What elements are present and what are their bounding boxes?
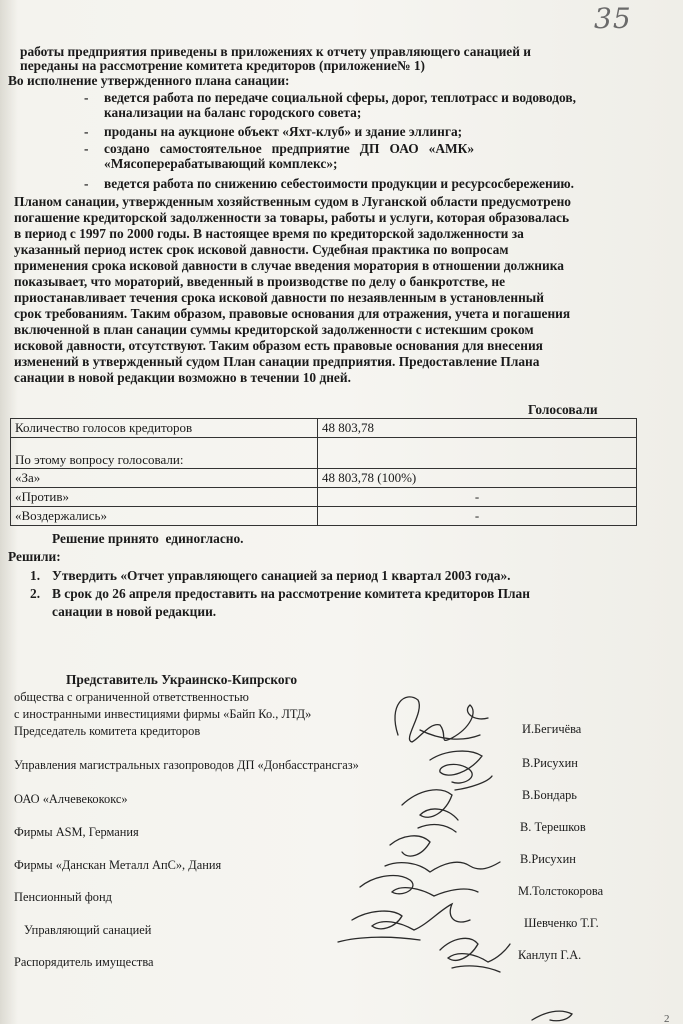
paragraph-line: в период с 1997 по 2000 годы. В настоящее время по кредиторской задолженности за (14, 226, 524, 241)
signature-scribble (385, 836, 500, 872)
table-row (11, 438, 637, 469)
table-row (11, 507, 637, 526)
handwritten-page-number: 35 (594, 2, 632, 35)
table-row (11, 488, 637, 507)
intro-line-2: переданы на рассмотрение комитета кредиторов (приложение№ 1) (20, 58, 426, 73)
signatory-org-line: с иностранными инвестициями фирмы «Байп Ко., ЛТД» (14, 707, 312, 721)
table-cell: 48 803,78 (100%) (318, 469, 637, 488)
table-cell: «За» (11, 469, 318, 488)
signatory-org: ОАО «Алчевекококс» (14, 792, 128, 806)
resolution-2-line-1: В срок до 26 апреля предоставить на рассмотрение комитета кредиторов План (52, 586, 530, 601)
table-cell: «Воздержались» (11, 507, 318, 526)
paragraph-line: включенной в план санации суммы кредиторской задолженности с истекшим сроком (14, 322, 534, 337)
paragraph-line: санации в новой редакции возможно в течении 10 дней. (14, 370, 351, 385)
paragraph-line: исковой давности, отсутствуют. Таким образом есть правовые основания для внесения (14, 338, 543, 353)
signature-scribble (360, 876, 478, 896)
intro-line-1: работы предприятия приведены в приложениях к отчету управляющего санацией и (20, 44, 532, 59)
table-cell: 48 803,78 (318, 419, 637, 438)
signatory-heading: Представитель Украинско-Кипрского (66, 672, 298, 687)
paragraph-line: приостанавливает течения срока исковой давности по незаявленным в установленный (14, 290, 544, 305)
bullet-dash: - (84, 141, 89, 156)
bullet-dash: - (84, 90, 89, 105)
signatory-name: Шевченко Т.Г. (524, 916, 599, 930)
signatory-org: Распорядитель имущества (14, 955, 154, 969)
table-cell: - (318, 507, 637, 526)
signatory-org: Управления магистральных газопроводов ДП «Донбасстрансгаз» (14, 758, 359, 772)
paragraph-line: применения срока исковой давности в случае введения моратория в отношении должника (14, 258, 564, 273)
signatory-org-line: общества с ограниченной ответственностью (14, 690, 249, 704)
footer-mark: 2 (664, 1013, 670, 1024)
signatory-name: В. Терешков (520, 820, 586, 834)
bullet-2-line-1: проданы на аукционе объект «Яхт-клуб» и здание эллинга; (104, 124, 463, 139)
intro-line-3: Во исполнение утвержденного плана санации: (8, 73, 290, 88)
bullet-3-line-2: «Мясоперерабатывающий комплекс»; (104, 156, 338, 171)
table-cell: - (318, 488, 637, 507)
signatory-name: И.Бегичёва (522, 722, 582, 736)
bullet-4-line-1: ведется работа по снижению себестоимости продукции и ресурсосбережению. (104, 176, 574, 191)
paragraph-line: указанный период истек срок исковой давности. Судебная практика по вопросам (14, 242, 509, 257)
signature-scribble (532, 1011, 572, 1021)
resolution-2-line-2: санации в новой редакции. (52, 604, 217, 619)
signatory-name: М.Толстокорова (518, 884, 604, 898)
paragraph-line: погашение кредиторской задолженности за товары, работы и услуги, которая образовалась (14, 210, 570, 225)
table-row (11, 469, 637, 488)
bullet-1-line-2: канализации на баланс городского совета; (104, 105, 362, 120)
signatory-org: Фирмы ASM, Германия (14, 825, 139, 839)
table-cell (318, 438, 637, 469)
table-cell: Количество голосов кредиторов (11, 419, 318, 438)
votes-heading: Голосовали (528, 402, 598, 417)
signatory-role: Председатель комитета кредиторов (14, 724, 201, 738)
paragraph-line: показывает, что мораторий, введенный в производстве по делу о банкротстве, не (14, 274, 506, 289)
decision-text: Решение принято единогласно. (52, 531, 244, 546)
resolution-1-text: Утвердить «Отчет управляющего санацией за период 1 квартал 2003 года». (52, 568, 511, 583)
signature-scribble (338, 904, 470, 942)
bullet-dash: - (84, 176, 89, 191)
signatory-name: В.Бондарь (522, 788, 577, 802)
signature-scribble (402, 790, 458, 832)
resolution-2-number: 2. (30, 586, 41, 601)
signature-scribble (395, 697, 488, 742)
resolution-1-number: 1. (30, 568, 41, 583)
signature-scribble (440, 938, 510, 972)
paragraph-line: изменений в утвержденный судом План санации предприятия. Предоставление Плана (14, 354, 540, 369)
votes-table (10, 418, 637, 526)
bullet-1-line-1: ведется работа по передаче социальной сферы, дорог, теплотрасс и водоводов, (104, 90, 576, 105)
signatory-name: Канлуп Г.А. (518, 948, 582, 962)
signatory-org: Пенсионный фонд (14, 890, 112, 904)
table-cell: По этому вопросу голосовали: (11, 438, 318, 469)
resolved-label: Решили: (8, 549, 61, 564)
signatory-name: В.Рисухин (520, 852, 576, 866)
paragraph-line: срок требованиям. Таким образом, правовые основания для отражения, учета и погашения (14, 306, 571, 321)
signatory-org: Фирмы «Данскан Металл АпС», Дания (14, 858, 222, 872)
signatory-name: В.Рисухин (522, 756, 578, 770)
bullet-3-line-1: создано самостоятельное предприятие ДП ОАО «АМК» (104, 141, 475, 156)
signature-scribble (430, 751, 492, 790)
bullet-dash: - (84, 124, 89, 139)
signatory-org: Управляющий санацией (24, 923, 152, 937)
table-row (11, 419, 637, 438)
table-cell: «Против» (11, 488, 318, 507)
paragraph-line: Планом санации, утвержденным хозяйственным судом в Луганской области предусмотрено (14, 194, 571, 209)
